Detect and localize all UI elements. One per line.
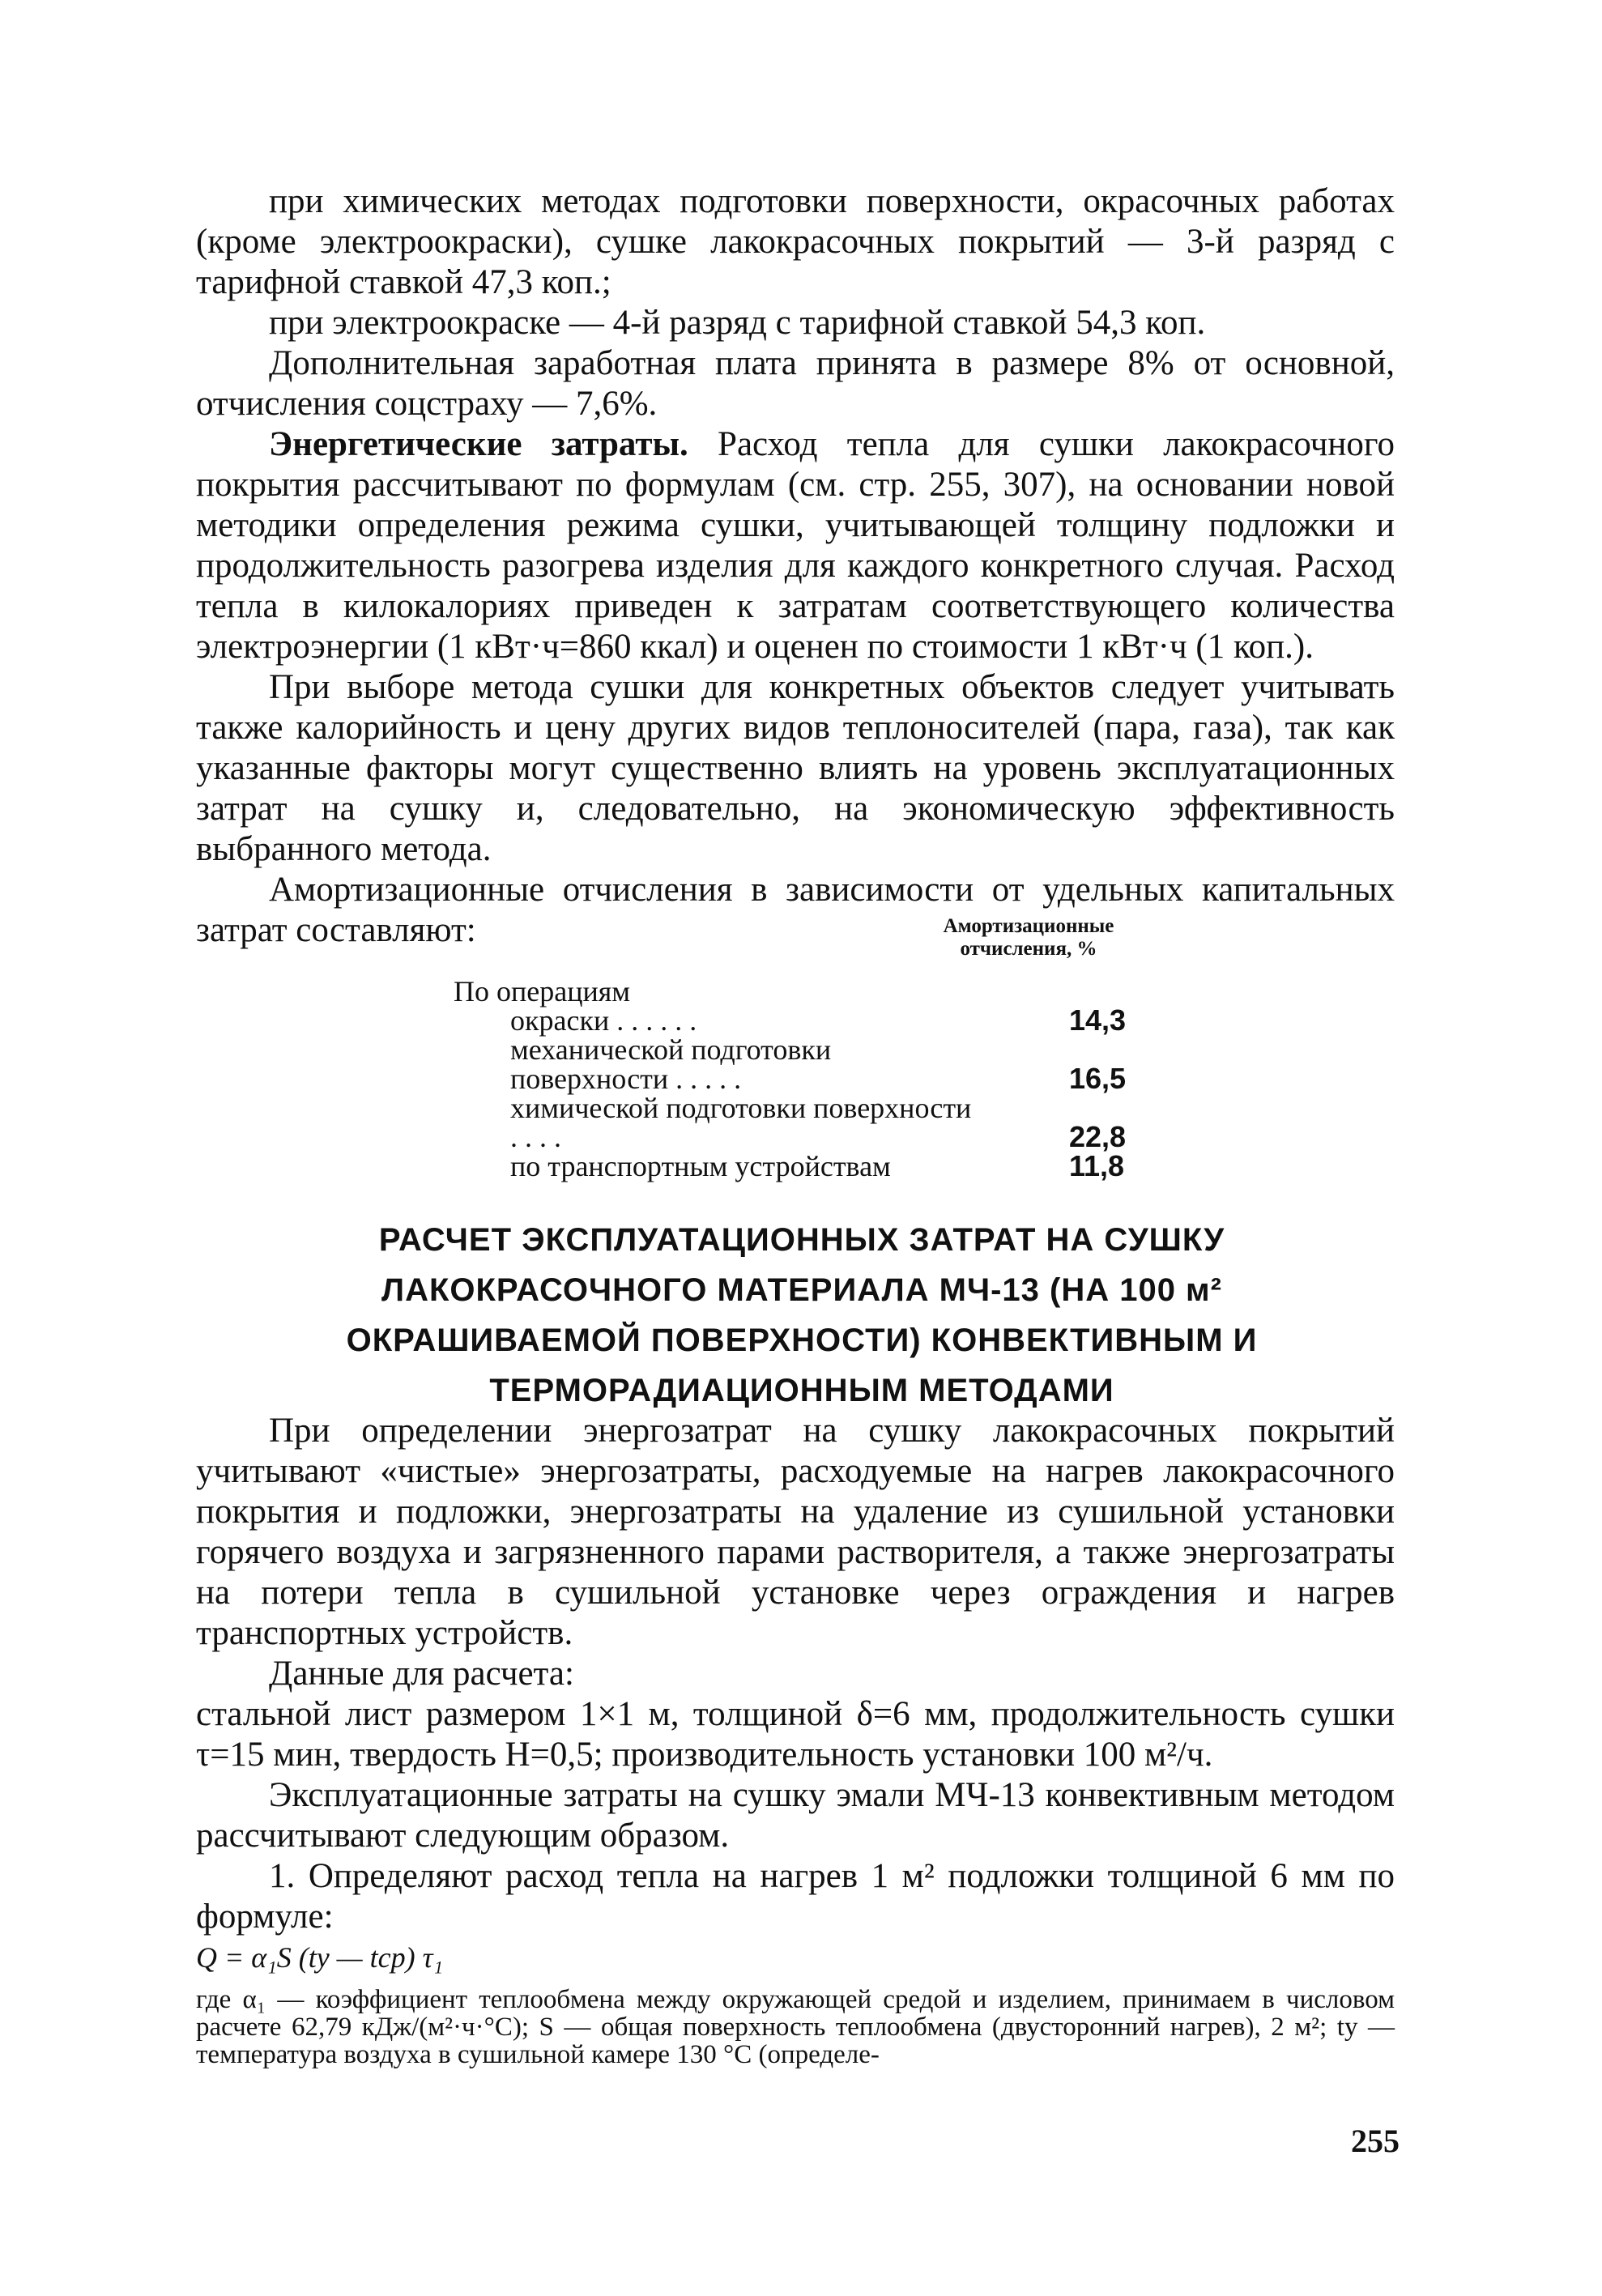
paragraph: 1. Определяют расход тепла на нагрев 1 м² подложки толщиной 6 мм по формуле: — [196, 1857, 1395, 1936]
formula: Q = α₁S (tу — tср) τ₁ — [196, 1941, 444, 1974]
section-heading: РАСЧЕТ ЭКСПЛУАТАЦИОННЫХ ЗАТРАТ НА СУШКУ ЛАКОКРАСОЧНОГО МАТЕРИАЛА МЧ-13 (НА 100 м² ОКРАШИВАЕМОЙ ПОВЕРХНОСТИ) КОНВЕКТИВНЫМ И ТЕРМОРАДИАЦИОННЫМ МЕТОДАМИ — [346, 1222, 1258, 1408]
row-value: 22,8 — [1069, 1120, 1127, 1153]
table-row — [510, 1149, 1125, 1182]
paragraph-text: Расход тепла для сушки лакокрасочного покрытия рассчитывают по формулам (см. стр. 255, 307), на основании новой методики определения режима сушки, учитывающей толщину подложки и продолжительность разогрева изделия для каждого конкретного случая. Расход тепла в килокалориях приведен к затратам соответствующего количества электроэнергии (1 кВт·ч=860 ккал) и оценен по стоимости 1 кВт·ч (1 коп.). — [196, 425, 1395, 666]
table-row — [510, 1033, 1127, 1095]
inline-heading: Энергетические затраты. — [269, 425, 688, 463]
paragraph: при электроокраске — 4-й разряд с тарифной ставкой 54,3 коп. — [269, 304, 1206, 342]
paragraph: При выборе метода сушки для конкретных объектов следует учитывать также калорийность и цену других видов теплоносителей (пара, газа), так как указанные факторы могут существенно влиять на уровень эксплуатационных затрат на сушку и, следовательно, на экономическую эффективность выбранного метода. — [196, 668, 1395, 868]
row-value: 11,8 — [1069, 1149, 1125, 1182]
row-label: химической подготовки поверхности . . . . — [510, 1092, 972, 1153]
row-value: 14,3 — [1069, 1003, 1127, 1037]
paragraph: при химических методах подготовки поверхности, окрасочных работах (кроме электроокраски), сушке лакокрасочных покрытий — 3-й разряд с тарифной ставкой 47,3 коп.; — [196, 182, 1395, 301]
bottom-text-block — [196, 1411, 1395, 2068]
footnote: где α₁ — коэффициент теплообмена между окружающей средой и изделием, принимаем в числовом расчете 62,79 кДж/(м²·ч·°С); S — общая поверхность теплообмена (двусторонний нагрев), 2 м²; tу — температура воздуха в сушильной камере 130 °С (определе- — [196, 1985, 1395, 2069]
paragraph: Эксплуатационные затраты на сушку эмали МЧ-13 конвективным методом рассчитывают следующим образом. — [196, 1776, 1395, 1855]
paragraph: Данные для расчета: — [269, 1655, 574, 1693]
paragraph-energy — [196, 424, 1395, 667]
table-row — [510, 1092, 1127, 1153]
top-text-block — [196, 181, 1395, 951]
row-label: по транспортным устройствам — [510, 1150, 891, 1182]
table-row — [510, 1003, 1127, 1037]
table-group-label: По операциям — [454, 975, 631, 1007]
row-label: механической подготовки поверхности . . . . . — [510, 1033, 832, 1095]
page-number: 255 — [1351, 2123, 1400, 2159]
paragraph: Амортизационные отчисления в зависимости от удельных капитальных затрат составляют: — [196, 871, 1395, 949]
paragraph: стальной лист размером 1×1 м, толщиной δ=6 мм, продолжительность сушки τ=15 мин, твердость H=0,5; производительность установки 100 м²/ч. — [196, 1695, 1395, 1774]
paragraph: Дополнительная заработная плата принята в размере 8% от основной, отчисления соцстраху — 7,6%. — [196, 344, 1395, 423]
table-column-header: Амортизационные отчисления, % — [943, 915, 1114, 960]
row-label: окраски . . . . . . — [510, 1004, 697, 1037]
row-value: 16,5 — [1069, 1062, 1127, 1095]
paragraph: При определении энергозатрат на сушку лакокрасочных покрытий учитывают «чистые» энергозатраты, расходуемые на нагрев лакокрасочного покрытия и подложки, энергозатраты на удаление из сушильной установки горячего воздуха и загрязненного парами растворителя, а также энергозатраты на потери тепла в сушильной установке через ограждения и нагрев транспортных устройств. — [196, 1412, 1395, 1652]
